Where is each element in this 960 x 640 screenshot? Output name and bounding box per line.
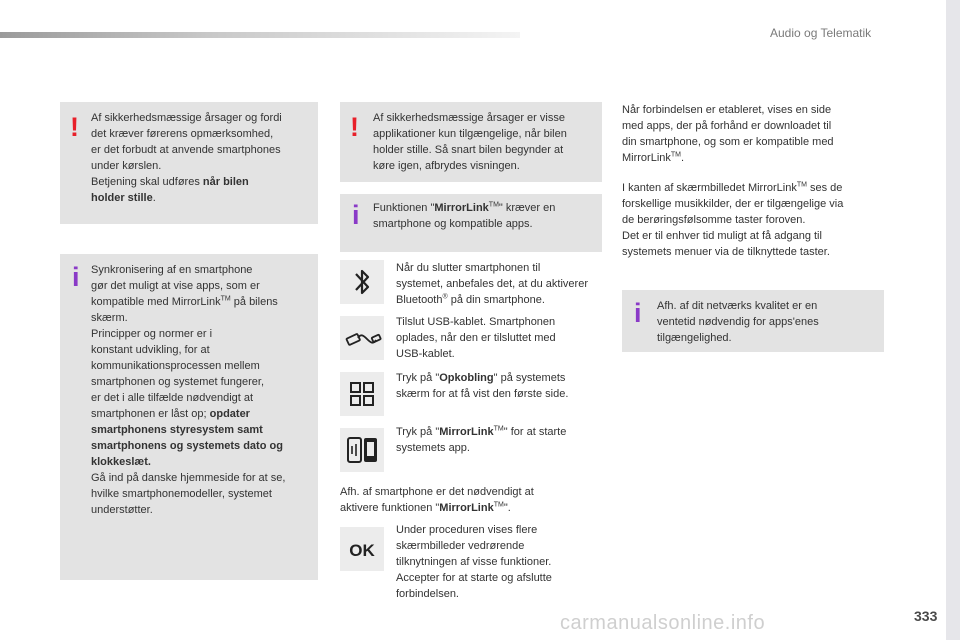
step-bluetooth-text: Når du slutter smartphonen til systemet, anbefales det, at du aktiverer Bluetooth® på din smartphone. bbox=[396, 262, 588, 306]
connectivity-grid-icon bbox=[340, 372, 384, 416]
warning-exclamation-icon: ! bbox=[70, 112, 79, 142]
ok-icon-label: OK bbox=[349, 541, 375, 560]
warning-apps-text: Af sikkerhedsmæssige årsager er visse applikationer kun tilgængelige, når bilen holder stille. Så snart bilen begynder at køre igen, afbrydes visningen. bbox=[373, 112, 567, 172]
info-box-mirrorlink bbox=[340, 194, 602, 252]
bluetooth-icon bbox=[340, 260, 384, 304]
connection-established-text: Når forbindelsen er etableret, vises en side med apps, der på forhånd er downloadet til din smartphone, og som er kompatible med MirrorLink™. bbox=[622, 104, 834, 164]
page-number: 333 bbox=[914, 608, 938, 624]
ok-button-icon bbox=[340, 527, 384, 571]
warning-text: Af sikkerhedsmæssige årsager og fordi det kræver førerens opmærksomhed, er det forbudt at anvende smartphones under kørslen. Betjening skal udføres når bilen holder stille. bbox=[91, 112, 282, 204]
mirrorlink-activation-note: Afh. af smartphone er det nødvendigt at aktivere funktionen "MirrorLink™". bbox=[340, 486, 534, 514]
watermark: carmanualsonline.info bbox=[560, 612, 766, 634]
page-section-title: Audio og Telematik bbox=[770, 26, 872, 40]
info-icon: i bbox=[352, 200, 360, 230]
info-box-sync bbox=[60, 254, 318, 580]
warning-box-driving bbox=[60, 102, 318, 224]
header-gradient-bar bbox=[0, 32, 520, 38]
page-edge-strip bbox=[946, 0, 960, 640]
step-mirrorlink-text: Tryk på "MirrorLink™" for at starte systemets app. bbox=[396, 425, 567, 454]
step-usb-text: Tilslut USB-kablet. Smartphonen oplades, når den er tilsluttet med USB-kablet. bbox=[396, 316, 556, 360]
info-network-text: Afh. af dit netværks kvalitet er en ventetid nødvendig for apps'enes tilgængelighed. bbox=[657, 300, 819, 344]
warning-box-apps bbox=[340, 102, 602, 182]
info-mirrorlink-text: Funktionen "MirrorLink™" kræver en smartphone og kompatible apps. bbox=[373, 201, 556, 230]
usb-cable-icon bbox=[340, 316, 384, 360]
mirrorlink-icon bbox=[340, 428, 384, 472]
info-box-network bbox=[622, 290, 884, 352]
music-sources-text: I kanten af skærmbilledet MirrorLink™ ses de forskellige musikkilder, der er tilgængelige via de berøringsfølsomme taster foroven. Det er til enhver tid muligt at få adgang til systemets menuer via de tilknyttede taster. bbox=[622, 181, 844, 258]
info-icon: i bbox=[634, 298, 642, 328]
info-icon: i bbox=[72, 262, 80, 292]
info-sync-text: Synkronisering af en smartphone gør det muligt at vise apps, som er kompatible med MirrorLink™ på bilens skærm. Principper og normer er i konstant udvikling, for at kommunikationsprocessen mellem smartphonen og systemet fungerer, er det i alle tilfælde nødvendigt at smartphonen er låst op; opdater smartphonens styresystem samt smartphonens og systemets dato og klokkeslæt. Gå ind på danske hjemmeside for at se, hvilke smartphonemodeller, systemet understøtter. bbox=[91, 264, 286, 516]
warning-exclamation-icon: ! bbox=[350, 112, 359, 142]
step-opkobling-text: Tryk på "Opkobling" på systemets skærm for at få vist den første side. bbox=[396, 372, 569, 400]
step-ok-text: Under proceduren vises flere skærmbilleder vedrørende tilknytningen af visse funktioner. Accepter for at starte og afslutte forbindelsen. bbox=[396, 524, 552, 600]
